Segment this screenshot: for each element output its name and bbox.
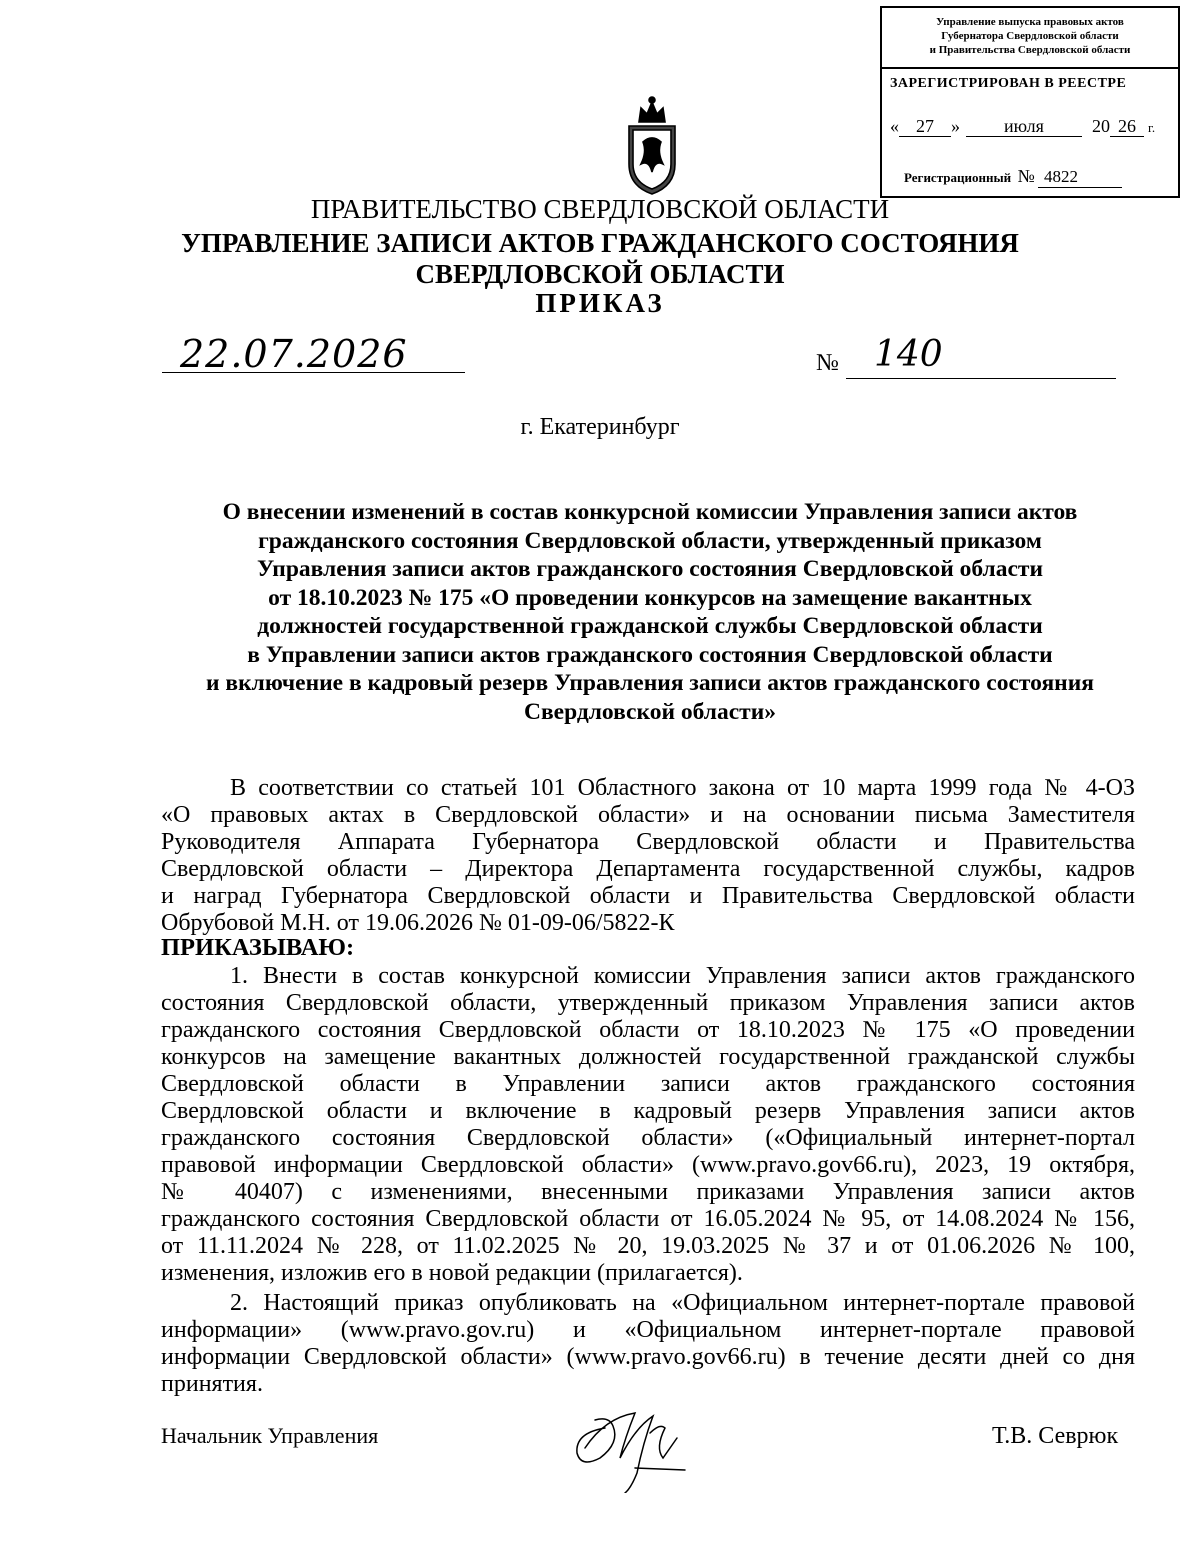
stamp-no-sign: № (1017, 166, 1035, 186)
coat-of-arms-emblem (619, 94, 685, 196)
stamp-month: июля (966, 116, 1082, 137)
title-line: в Управлении записи актов гражданского состояния Свердловской области (247, 641, 1053, 668)
title-line: гражданского состояния Свердловской области, утвержденный приказом (258, 527, 1042, 554)
department-name-line2: СВЕРДЛОВСКОЙ ОБЛАСТИ (415, 259, 785, 289)
title-line: Управления записи актов гражданского состояния Свердловской области (256, 556, 1044, 582)
stamp-reg-value: 4822 (1038, 167, 1122, 188)
stamp-day: 27 (899, 116, 951, 137)
registration-stamp (880, 6, 1180, 198)
item1-line: 1. Внести в состав конкурсной комиссии Управления записи актов гражданского (230, 963, 1135, 989)
title-line: от 18.10.2023 № 175 «О проведении конкурсов на замещение вакантных (268, 584, 1032, 611)
item1-line: от 11.11.2024 № 228, от 11.02.2025 № 20, 19.03.2025 № 37 и от 01.06.2026 № 100, (161, 1233, 1135, 1259)
stamp-header-line: и Правительства Свердловской области (929, 44, 1131, 56)
stamp-year-prefix: 20 (1092, 116, 1110, 136)
stamp-year-suffix: 26 (1110, 116, 1144, 137)
item1-line: гражданского состояния Свердловской области от 18.10.2023 № 175 «О проведении (161, 1017, 1135, 1043)
item1-line: Свердловской области и включение в кадровый резерв Управления записи актов (161, 1098, 1135, 1124)
order-title (150, 498, 1150, 726)
item1-line: № 40407) с изменениями, внесенными приказами Управления записи актов (161, 1179, 1135, 1205)
item1-line: гражданского состояния Свердловской области от 16.05.2024 № 95, от 14.08.2024 № 156, (161, 1206, 1135, 1232)
item2-line: 2. Настоящий приказ опубликовать на «Официальном интернет-портале правовой (230, 1290, 1135, 1316)
item1-line: конкурсов на замещение вакантных должностей государственной гражданской службы (161, 1044, 1135, 1070)
department-name-line1: УПРАВЛЕНИЕ ЗАПИСИ АКТОВ ГРАЖДАНСКОГО СОСТОЯНИЯ (181, 228, 1019, 258)
preamble-line: Свердловской области – Директора Департамента государственной службы, кадров (161, 856, 1135, 882)
title-line: и включение в кадровый резерв Управления записи актов гражданского состояния (206, 670, 1094, 696)
item1-line: Свердловской области в Управлении записи актов гражданского состояния (161, 1071, 1135, 1097)
preamble-line: и наград Губернатора Свердловской области и Правительства Свердловской области (161, 883, 1135, 909)
preamble-line: Обрубовой М.Н. от 19.06.2026 № 01-09-06/5822-К (161, 910, 675, 936)
orders-word: ПРИКАЗЫВАЮ: (161, 934, 355, 961)
government-name: ПРАВИТЕЛЬСТВО СВЕРДЛОВСКОЙ ОБЛАСТИ (310, 194, 890, 224)
preamble-line: Руководителя Аппарата Губернатора Свердловской области и Правительства (161, 829, 1135, 855)
order-date-handwritten: 22.07.2026 (180, 332, 408, 376)
order-number-line (846, 378, 1116, 379)
preamble-line: В соответствии со статьей 101 Областного закона от 10 марта 1999 года № 4-ОЗ (230, 775, 1135, 801)
handwritten-signature (565, 1398, 700, 1493)
item1-line: изменения, изложив его в новой редакции (прилагается). (161, 1260, 743, 1286)
item2-line: информации» (www.pravo.gov.ru) и «Официальном интернет-портале правовой (161, 1317, 1135, 1343)
document-type: ПРИКАЗ (535, 288, 665, 318)
city: г. Екатеринбург (520, 414, 680, 440)
stamp-reg-label: Регистрационный (904, 170, 1012, 185)
stamp-reg-number (904, 166, 1122, 188)
order-date-line (162, 372, 465, 373)
stamp-header (882, 8, 1178, 69)
title-line: должностей государственной гражданской службы Свердловской области (257, 613, 1043, 639)
signatory-position: Начальник Управления (161, 1423, 379, 1448)
stamp-header-line: Управление выпуска правовых актов (936, 16, 1124, 28)
preamble-line: «О правовых актах в Свердловской области» и на основании письма Заместителя (161, 802, 1135, 828)
item1-line: правовой информации Свердловской области» (www.pravo.gov66.ru), 2023, 19 октября, (161, 1152, 1135, 1178)
item2-line: принятия. (161, 1371, 263, 1397)
title-line: Свердловской области» (523, 698, 776, 725)
item1-line: состояния Свердловской области, утвержденный приказом Управления записи актов (161, 990, 1135, 1016)
stamp-year-unit: г. (1148, 120, 1156, 135)
stamp-header-line: Губернатора Свердловской области (941, 30, 1119, 42)
stamp-registered-label: ЗАРЕГИСТРИРОВАН В РЕЕСТРЕ (890, 76, 1127, 91)
item2-line: информации Свердловской области» (www.pravo.gov66.ru) в течение десяти дней со дня (161, 1344, 1135, 1370)
stamp-date: « 27 » июля 20 26 г. (890, 116, 1156, 136)
signatory-name: Т.В. Севрюк (992, 1423, 1119, 1449)
order-number-handwritten: 140 (874, 334, 943, 375)
title-line: О внесении изменений в состав конкурсной комиссии Управления записи актов (222, 499, 1078, 525)
item1-line: гражданского состояния Свердловской области» («Официальный интернет-портал (161, 1125, 1135, 1151)
order-number-sign: № (816, 350, 839, 376)
